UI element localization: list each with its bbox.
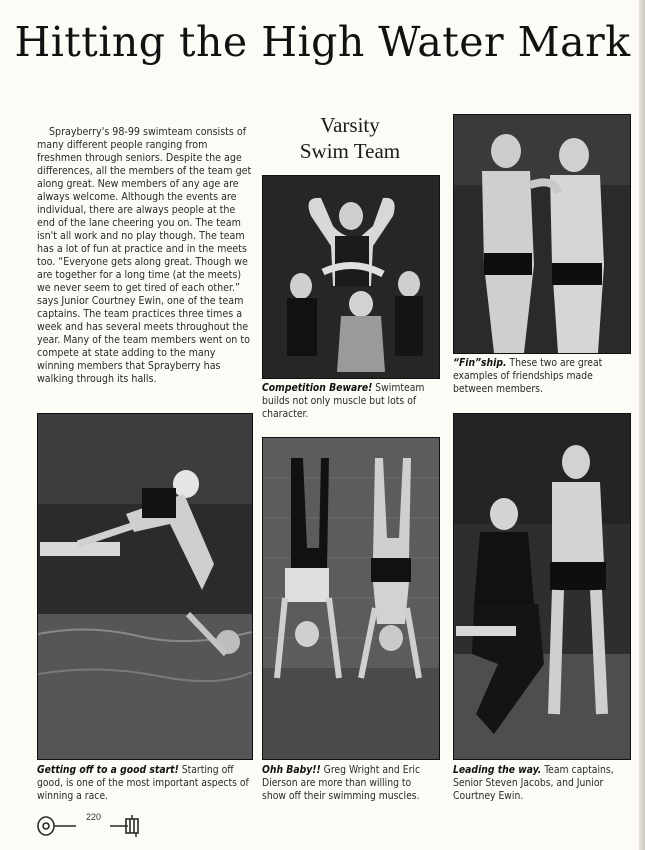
photo-start bbox=[37, 413, 253, 760]
caption-leading bbox=[453, 764, 629, 803]
photo-finship bbox=[453, 114, 631, 354]
page-title: Hitting the High Water Mark bbox=[14, 18, 631, 66]
photo-competition-image bbox=[263, 176, 439, 378]
caption-leading-text: Team captains, Senior Steven Jacobs, and Junior Courtney Ewin. bbox=[453, 764, 614, 802]
caption-competition-text: Swimteam builds not only muscle but lots of character. bbox=[262, 382, 425, 420]
caption-start-lead: Getting off to a good start! bbox=[37, 764, 179, 776]
photo-finship-image bbox=[454, 115, 630, 353]
photo-captains-image bbox=[454, 414, 630, 759]
caption-competition-lead: Competition Beware! bbox=[262, 382, 373, 394]
section-subtitle bbox=[262, 112, 438, 164]
photo-competition bbox=[262, 175, 440, 379]
page-number: 220 bbox=[86, 812, 102, 822]
caption-start-text: Starting off good, is one of the most important aspects of winning a race. bbox=[37, 764, 249, 802]
photo-captains bbox=[453, 413, 631, 760]
photo-handstands-image bbox=[263, 438, 439, 759]
photo-start-image bbox=[38, 414, 252, 759]
caption-competition bbox=[262, 382, 438, 421]
caption-finship bbox=[453, 357, 629, 396]
caption-leading-lead: Leading the way. bbox=[453, 764, 542, 776]
caption-finship-lead: “Fin”ship. bbox=[453, 357, 507, 369]
caption-baby-lead: Ohh Baby!! bbox=[262, 764, 321, 776]
story-text: Sprayberry's 98-99 swimteam consists of many different people ranging from freshmen through seniors. Despite the age differences, all the members of the team get along great. New members of any age are always welcome. Although the events are individual, there are always people at the end of the lane cheering you on. The team isn't all work and no play though. The team has a lot of fun at practice and in the meets too. “Everyone gets along great. Though we are together for a long time (at the meets) we never seem to get tired of each other.” says Junior Courtney Ewin, one of the team captains. The team practices three times a week and has several meets throughout the year. Many of the team members went on to compete at state adding to the many winning members that Sprayberry has walking through its halls. bbox=[37, 126, 252, 385]
caption-start bbox=[37, 764, 251, 803]
caption-finship-text: These two are great examples of friendships made between members. bbox=[453, 357, 603, 395]
page-edge bbox=[639, 0, 645, 850]
subtitle-line-1: Varsity bbox=[320, 113, 380, 137]
subtitle-line-2: Swim Team bbox=[299, 139, 401, 163]
caption-baby bbox=[262, 764, 438, 803]
photo-handstands bbox=[262, 437, 440, 760]
caption-baby-text: Greg Wright and Eric Dierson are more than willing to show off their swimming muscles. bbox=[262, 764, 421, 802]
